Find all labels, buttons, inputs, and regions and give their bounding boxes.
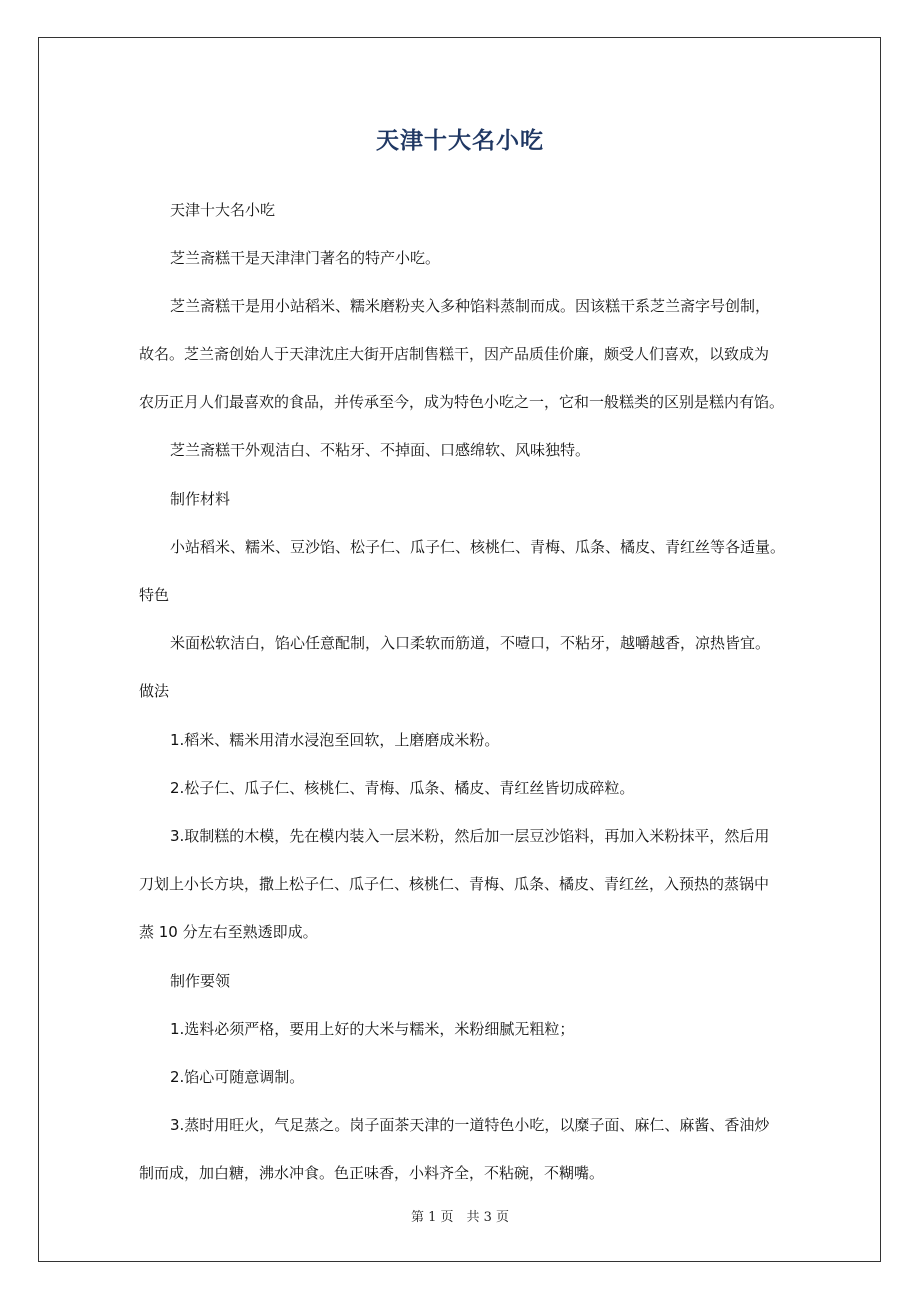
paragraph-line: 米面松软洁白，馅心任意配制，入口柔软而筋道，不噎口，不粘牙，越嚼越香，凉热皆宜。	[170, 634, 771, 652]
step-line: 2.馅心可随意调制。	[170, 1068, 305, 1086]
paragraph-line: 芝兰斋糕干是天津津门著名的特产小吃。	[170, 249, 441, 267]
paragraph-line: 制而成，加白糖，沸水冲食。色正味香，小料齐全，不粘碗，不糊嘴。	[139, 1164, 605, 1182]
page-number-footer: 第 1 页 共 3 页	[410, 1210, 510, 1225]
paragraph-line: 小站稻米、糯米、豆沙馅、松子仁、瓜子仁、核桃仁、青梅、瓜条、橘皮、青红丝等各适量。	[170, 538, 786, 556]
section-heading: 制作要领	[170, 972, 231, 990]
paragraph-line: 芝兰斋糕干是用小站稻米、糯米磨粉夹入多种馅料蒸制而成。因该糕干系芝兰斋字号创制，	[170, 297, 771, 315]
step-line: 3.蒸时用旺火，气足蒸之。岗子面茶天津的一道特色小吃，以糜子面、麻仁、麻酱、香油炒	[170, 1116, 770, 1134]
document-title: 天津十大名小吃	[376, 128, 544, 154]
paragraph-line: 农历正月人们最喜欢的食品，并传承至今，成为特色小吃之一，它和一般糕类的区别是糕内有馅。	[139, 393, 785, 411]
step-line: 1.稻米、糯米用清水浸泡至回软，上磨磨成米粉。	[170, 731, 500, 749]
paragraph-line: 芝兰斋糕干外观洁白、不粘牙、不掉面、口感绵软、风味独特。	[170, 441, 591, 459]
section-heading: 特色	[139, 586, 170, 604]
section-heading: 制作材料	[170, 490, 231, 508]
paragraph-line: 刀划上小长方块，撒上松子仁、瓜子仁、核桃仁、青梅、瓜条、橘皮、青红丝，入预热的蒸锅中	[139, 875, 770, 893]
section-heading: 做法	[139, 682, 170, 700]
step-line: 2.松子仁、瓜子仁、核桃仁、青梅、瓜条、橘皮、青红丝皆切成碎粒。	[170, 779, 635, 797]
paragraph-line: 蒸 10 分左右至熟透即成。	[139, 923, 318, 941]
step-line: 3.取制糕的木模，先在模内装入一层米粉，然后加一层豆沙馅料，再加入米粉抹平，然后用	[170, 827, 770, 845]
step-line: 1.选料必须严格，要用上好的大米与糯米，米粉细腻无粗粒；	[170, 1020, 575, 1038]
paragraph-line: 天津十大名小吃	[170, 201, 276, 219]
paragraph-line: 故名。芝兰斋创始人于天津沈庄大街开店制售糕干，因产品质佳价廉，颇受人们喜欢，以致成为	[139, 345, 770, 363]
